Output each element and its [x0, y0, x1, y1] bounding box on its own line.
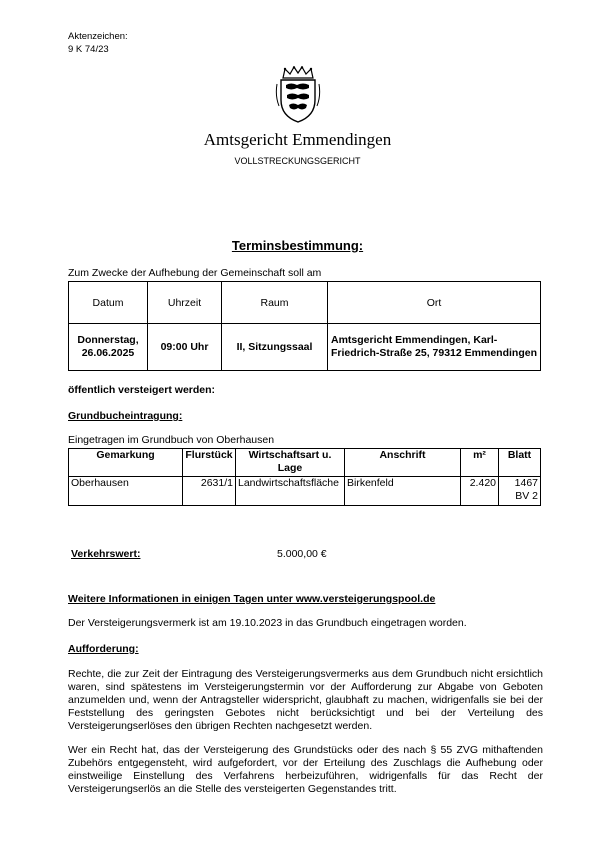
header-area: m² [461, 449, 499, 477]
auction-text: öffentlich versteigert werden: [68, 384, 216, 396]
schedule-header-row [69, 282, 541, 324]
header-flurstueck: Flurstück [183, 449, 236, 477]
land-register-header-row [69, 449, 541, 477]
registration-note: Der Versteigerungsvermerk ist am 19.10.2023 in das Grundbuch eingetragen worden. [68, 617, 467, 629]
land-register-table [68, 448, 541, 506]
schedule-header-time: Uhrzeit [148, 282, 222, 324]
schedule-weekday: Donnerstag, [77, 334, 139, 346]
cell-flurstueck: 2631/1 [183, 477, 236, 506]
file-reference [68, 30, 128, 56]
schedule-header-date: Datum [69, 282, 148, 324]
cell-blatt [499, 477, 541, 506]
file-reference-value: 9 K 74/23 [68, 44, 109, 55]
cell-wirtschaftsart: Landwirtschaftsfläche [236, 477, 345, 506]
market-value-label: Verkehrswert: [71, 548, 141, 560]
schedule-date-value: 26.06.2025 [81, 347, 135, 359]
header-blatt: Blatt [499, 449, 541, 477]
schedule-date [69, 324, 148, 371]
header-gemarkung: Gemarkung [69, 449, 183, 477]
document-title: Terminsbestimmung: [231, 238, 364, 253]
file-reference-label: Aktenzeichen: [68, 31, 128, 42]
more-info-link[interactable]: Weitere Informationen in einigen Tagen unter www.versteigerungspool.de [68, 593, 436, 605]
schedule-place: Amtsgericht Emmendingen, Karl-Friedrich-Straße 25, 79312 Emmendingen [328, 324, 541, 371]
intro-text: Zum Zwecke der Aufhebung der Gemeinschaft soll am [68, 267, 322, 279]
cell-blatt-bv: BV 2 [515, 490, 538, 502]
market-value-amount: 5.000,00 € [277, 548, 327, 560]
request-paragraph-2: Wer ein Recht hat, das der Versteigerung des Grundstücks oder des nach § 55 ZVG mithaftenden Zubehörs entgegensteht, wird aufgefordert, vor der Erteilung des Zuschlags die Aufhebung oder einstweilige Einstellung des Verfahrens herbeizuführen, widrigenfalls für das Recht der Versteigerungserlös an die Stelle des versteigerten Gegenstandes tritt. [68, 744, 543, 795]
land-register-heading: Grundbucheintragung: [68, 410, 183, 422]
schedule-header-place: Ort [328, 282, 541, 324]
coat-of-arms-logo [275, 66, 321, 124]
cell-anschrift: Birkenfeld [345, 477, 461, 506]
schedule-header-room: Raum [222, 282, 328, 324]
schedule-row [69, 324, 541, 371]
request-heading: Aufforderung: [68, 643, 139, 655]
court-department: VOLLSTRECKUNGSGERICHT [234, 156, 361, 166]
cell-area: 2.420 [461, 477, 499, 506]
header-wirtschaftsart: Wirtschaftsart u. Lage [236, 449, 345, 477]
land-register-subtitle: Eingetragen im Grundbuch von Oberhausen [68, 434, 275, 446]
request-paragraph-1: Rechte, die zur Zeit der Eintragung des Versteigerungsvermerks aus dem Grundbuch nicht ersichtlich waren, sind spätestens im Versteigerungstermin vor der Aufforderung zur Abgabe von Geboten anzumelden und, wenn der Antragsteller widerspricht, glaubhaft zu machen, widrigenfalls sie bei der Feststellung des geringsten Gebotes nicht berücksichtigt und bei der Verteilung des Versteigerungserlöses den übrigen Rechten nachgesetzt werden. [68, 668, 543, 732]
schedule-table [68, 281, 541, 371]
court-name: Amtsgericht Emmendingen [203, 130, 392, 149]
table-row [69, 477, 541, 506]
schedule-room: II, Sitzungssaal [222, 324, 328, 371]
cell-blatt-number: 1467 [514, 477, 538, 489]
cell-gemarkung: Oberhausen [69, 477, 183, 506]
header-anschrift: Anschrift [345, 449, 461, 477]
schedule-time: 09:00 Uhr [148, 324, 222, 371]
